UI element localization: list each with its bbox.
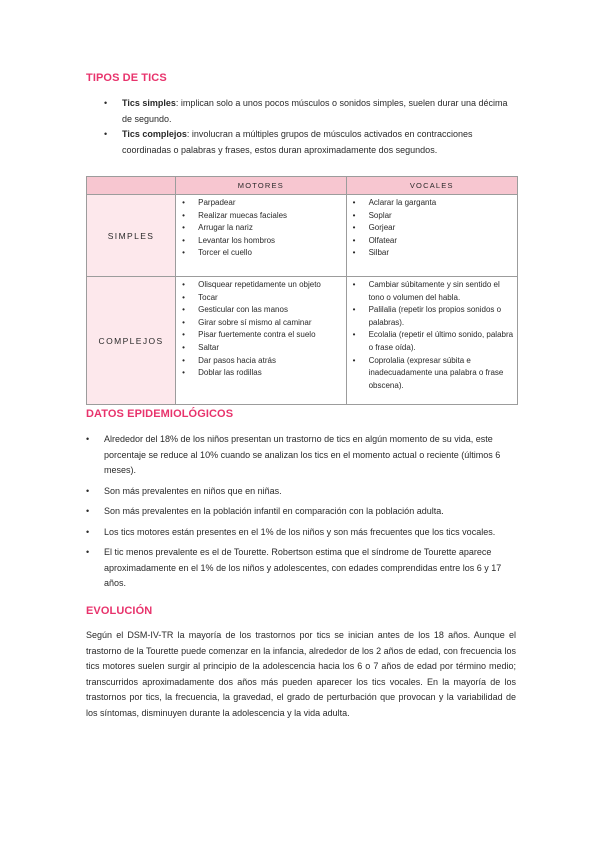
cell-complejos-motores [176,277,346,405]
bullet-icon: • [86,506,90,516]
heading-tipos-de-tics: TIPOS DE TICS [86,72,167,84]
bullet-icon: • [182,198,185,207]
bullet-icon: • [182,330,185,340]
heading-evolucion: EVOLUCIÓN [86,605,153,617]
table-list-item: • Coprolalia (expresar súbita e inadecuadamente una palabra o frase obscena). [352,355,504,390]
row-header-complejos: COMPLEJOS [87,277,176,405]
bullet-icon: • [182,210,185,220]
column-header-motores: MOTORES [176,177,346,195]
tipos-list [104,96,518,158]
column-header-vocales: VOCALES [346,177,517,195]
table-list-item: • Arrugar la nariz [180,222,342,235]
bullet-icon: • [352,210,356,220]
bullet-icon: • [352,223,356,233]
table-list-item: • Tocar [180,292,342,305]
table-list-item: • Levantar los hombros [180,235,342,248]
bullet-icon: • [182,292,185,302]
table-list-item: • Ecolalia (repetir el último sonido, palabra o frase oída). [352,330,514,352]
table-list-item: • Doblar las rodillas [180,367,342,380]
bullet-icon: • [104,129,108,139]
table-list-item: • Girar sobre sí mismo al caminar [180,317,342,330]
table-list-item: • Pisar fuertemente contra el suelo [180,329,342,342]
table-list-item: • Gorjear [351,222,514,235]
list-item: • El tic menos prevalente es el de Tourette. Robertson estima que el síndrome de Tourette aparece aproximadamente en el 1% de los niños y adolescentes, con edades comprendidas entre los 6 y 17 años. [86,547,502,588]
bullet-icon: • [86,434,90,444]
table-list-item: • Cambiar súbitamente y sin sentido el tono o volumen del habla. [352,280,500,302]
row-header-simples: SIMPLES [87,195,176,277]
table-list-item: • Parpadear [180,197,342,210]
bullet-icon: • [86,526,90,537]
list-item: • Son más prevalentes en niños que en niñas. [104,484,516,500]
bullet-icon: • [86,547,90,557]
datos-list [86,432,516,597]
cell-simples-vocales [346,195,517,277]
bullet-icon: • [182,248,185,258]
table-list-item: • Olisquear repetidamente un objeto [180,279,342,292]
bullet-icon: • [352,330,356,340]
bullet-icon: • [182,368,185,378]
table-list-item: • Gesticular con las manos [180,304,342,317]
evolucion-paragraph: Según el DSM-IV-TR la mayoría de los trastornos por tics se inician antes de los 18 años. Aunque el trastorno de la Tourette puede comenzar en la infancia, alrededor de los 2 años de edad, con frecuencia los tics motores suelen surgir al principio de la adolescencia hacia los 6 o 7 años de edad por término medio; transcurridos aproximadamente dos años más pueden aparecer los tics vocales. En la mayoría de los trastornos por tics, la frecuencia, la gravedad, el grado de perturbación que provocan y la variabilidad de los síntomas, disminuyen durante la adolescencia y la vida adulta. [86,630,516,718]
bullet-icon: • [182,317,185,327]
list-item: • Tics complejos: involucran a múltiples grupos de músculos activados en contracciones coordinadas o palabras y frases, estos duran aproximadamente dos segundos. [104,129,473,155]
bullet-icon: • [182,223,185,233]
list-item: • Los tics motores están presentes en el 1% de los niños y son más frecuentes que los tics vocales. [104,525,516,541]
bullet-icon: • [352,235,356,245]
bullet-icon: • [352,355,356,365]
heading-datos-epidemiologicos: DATOS EPIDEMIOLÓGICOS [86,408,234,420]
table-list-item: • Soplar [351,210,514,223]
table-list-item: • Palilalia (repetir los propios sonidos o palabras). [352,305,502,327]
table-list-item: • Dar pasos hacia atrás [180,355,342,368]
bullet-icon: • [352,198,356,207]
bullet-icon: • [352,280,356,289]
table-list-item: • Realizar muecas faciales [180,210,342,223]
table-list-item: • Aclarar la garganta [351,197,514,210]
cell-complejos-vocales [346,277,517,405]
list-item: • Tics simples: implican solo a unos pocos músculos o sonidos simples, suelen durar una décima de segundo. [104,98,508,124]
list-item: • Son más prevalentes en la población infantil en comparación con la población adulta. [104,504,516,520]
bullet-icon: • [352,305,356,315]
table-list-item: • Saltar [180,342,342,355]
bullet-icon: • [352,248,356,258]
list-item: • Alrededor del 18% de los niños presentan un trastorno de tics en algún momento de su vida, este porcentaje se reduce al 10% cuando se analizan los tics en el momento actual o reciente (últimos 6 meses). [86,434,501,475]
bullet-icon: • [182,305,185,315]
bullet-icon: • [182,280,185,289]
tics-table [86,176,518,405]
bullet-icon: • [182,342,185,352]
table-list-item: • Silbar [351,247,514,260]
table-corner [87,177,176,195]
bullet-icon: • [182,235,185,245]
bullet-icon: • [104,98,108,108]
bullet-icon: • [182,355,185,365]
table-list-item: • Olfatear [351,235,514,248]
table-list-item: • Torcer el cuello [180,247,342,260]
bullet-icon: • [86,485,90,496]
cell-simples-motores [176,195,346,277]
